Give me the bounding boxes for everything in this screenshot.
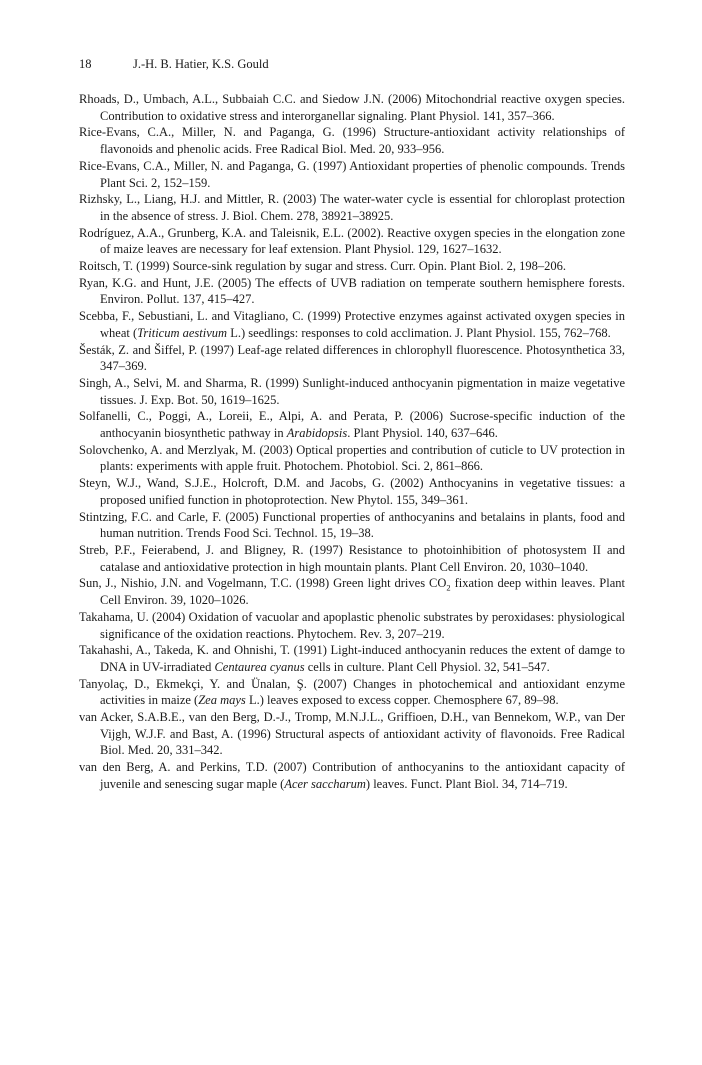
reference-entry (79, 124, 625, 157)
reference-text: Singh, A., Selvi, M. and Sharma, R. (1999) Sunlight-induced anthocyanin pigmentation in maize vegetative tissues. J. Exp. Bot. 50, 1619–1625. (79, 375, 625, 407)
reference-entry (79, 408, 625, 441)
reference-entry (79, 225, 625, 258)
reference-italic-text: Centaurea cyanus (214, 659, 305, 674)
reference-text: L.) seedlings: responses to cold acclimation. J. Plant Physiol. 155, 762–768. (227, 325, 611, 340)
reference-text: van den Berg, A. and Perkins, T.D. (2007) Contribution of anthocyanins to the antioxidant capacity of juvenile and senescing sugar maple ( (79, 760, 625, 791)
running-header (79, 56, 269, 72)
reference-entry (79, 542, 625, 575)
reference-text: Solovchenko, A. and Merzlyak, M. (2003) Optical properties and contribution of cuticle to UV protection in plants: experiments with apple fruit. Photochem. Photobiol. Sci. 2, 861–866. (79, 442, 625, 474)
reference-text: van Acker, S.A.B.E., van den Berg, D.-J., Tromp, M.N.J.L., Griffioen, D.H., van Bennekom, W.P., van Der Vijgh, W.J.F. and Bast, A. (1996) Structural aspects of antioxidant activity of flavonoids. Free Radical Biol. Med. 20, 331–342. (79, 710, 625, 758)
reference-text: Rodríguez, A.A., Grunberg, K.A. and Taleisnik, E.L. (2002). Reactive oxygen species in the elongation zone of maize leaves are necessary for leaf extension. Plant Physiol. 129, 1627–1632. (79, 225, 625, 257)
reference-italic-text: Acer saccharum (284, 776, 366, 791)
reference-text: Ryan, K.G. and Hunt, J.E. (2005) The effects of UVB radiation on temperate southern hemisphere forests. Environ. Pollut. 137, 415–427. (79, 275, 625, 307)
reference-entry (79, 191, 625, 224)
reference-text: Tanyolaç, D., Ekmekçi, Y. and Ünalan, Ş. (2007) Changes in photochemical and antioxidant enzyme activities in maize ( (79, 676, 625, 708)
reference-italic-text: Zea mays (198, 693, 246, 708)
running-header-authors: J.-H. B. Hatier, K.S. Gould (133, 57, 269, 71)
reference-entry (79, 258, 625, 275)
reference-entry (79, 275, 625, 308)
reference-text: Roitsch, T. (1999) Source-sink regulation by sugar and stress. Curr. Opin. Plant Biol. 2, 198–206. (79, 259, 566, 274)
reference-entry (79, 91, 625, 124)
reference-text: Solfanelli, C., Poggi, A., Loreii, E., Alpi, A. and Perata, P. (2006) Sucrose-specific induction of the anthocyanin biosynthetic pathway in (79, 409, 625, 441)
reference-text: fixation deep within leaves. Plant Cell Environ. 39, 1020–1026. (100, 576, 625, 608)
reference-text: Sun, J., Nishio, J.N. and Vogelmann, T.C. (1998) Green light drives CO (79, 576, 447, 591)
reference-text: Stintzing, F.C. and Carle, F. (2005) Functional properties of anthocyanins and betalains in plants, food and human nutrition. Trends Food Sci. Technol. 15, 19–38. (79, 509, 625, 541)
reference-entry (79, 676, 625, 709)
reference-text: . Plant Physiol. 140, 637–646. (347, 426, 498, 441)
reference-text: Šesták, Z. and Šiffel, P. (1997) Leaf-age related differences in chlorophyll fluorescence. Photosynthetica 33, 347–369. (79, 342, 625, 374)
reference-text: L.) leaves exposed to excess copper. Chemosphere 67, 89–98. (245, 693, 559, 708)
reference-entry (79, 575, 625, 608)
reference-entry (79, 475, 625, 508)
reference-subscript: 2 (446, 582, 451, 593)
reference-entry (79, 308, 625, 341)
reference-text: Steyn, W.J., Wand, S.J.E., Holcroft, D.M. and Jacobs, G. (2002) Anthocyanins in vegetative tissues: a proposed unified function in photoprotection. New Phytol. 155, 349–361. (79, 476, 625, 507)
reference-entry (79, 759, 625, 792)
reference-text: Scebba, F., Sebustiani, L. and Vitagliano, C. (1999) Protective enzymes against activated oxygen species in wheat ( (79, 309, 625, 340)
reference-text: Takahama, U. (2004) Oxidation of vacuolar and apoplastic phenolic substrates by peroxidases: physiological significance of the oxidation reactions. Phytochem. Rev. 3, 207–219. (79, 609, 625, 641)
reference-list (79, 91, 625, 793)
reference-entry (79, 442, 625, 475)
reference-italic-text: Triticum aestivum (137, 325, 228, 340)
reference-entry (79, 158, 625, 191)
reference-text: Rice-Evans, C.A., Miller, N. and Paganga, G. (1997) Antioxidant properties of phenolic compounds. Trends Plant Sci. 2, 152–159. (79, 158, 625, 190)
reference-entry (79, 342, 625, 375)
page-number: 18 (79, 57, 92, 71)
reference-entry (79, 709, 625, 759)
reference-text: Rizhsky, L., Liang, H.J. and Mittler, R. (2003) The water-water cycle is essential for chloroplast protection in the absence of stress. J. Biol. Chem. 278, 38921–38925. (79, 192, 625, 223)
reference-entry (79, 609, 625, 642)
reference-entry (79, 509, 625, 542)
reference-text: Takahashi, A., Takeda, K. and Ohnishi, T. (1991) Light-induced anthocyanin reduces the extent of damge to DNA in UV-irradiated (79, 643, 625, 674)
reference-text: cells in culture. Plant Cell Physiol. 32, 541–547. (304, 659, 550, 674)
reference-entry (79, 642, 625, 675)
reference-italic-text: Arabidopsis (286, 426, 348, 441)
reference-text: Streb, P.F., Feierabend, J. and Bligney, R. (1997) Resistance to photoinhibition of photosystem II and catalase and antioxidative protection in high mountain plants. Plant Cell Environ. 20, 1030–1040. (79, 542, 625, 574)
reference-text: Rice-Evans, C.A., Miller, N. and Paganga, G. (1996) Structure-antioxidant activity relationships of flavonoids and phenolic acids. Free Radical Biol. Med. 20, 933–956. (79, 125, 625, 157)
reference-text: ) leaves. Funct. Plant Biol. 34, 714–719. (365, 776, 568, 791)
reference-entry (79, 375, 625, 408)
reference-text: Rhoads, D., Umbach, A.L., Subbaiah C.C. and Siedow J.N. (2006) Mitochondrial reactive oxygen species. Contribution to oxidative stress and interorganellar signaling. Plant Physiol. 141, 357–366. (79, 92, 625, 123)
